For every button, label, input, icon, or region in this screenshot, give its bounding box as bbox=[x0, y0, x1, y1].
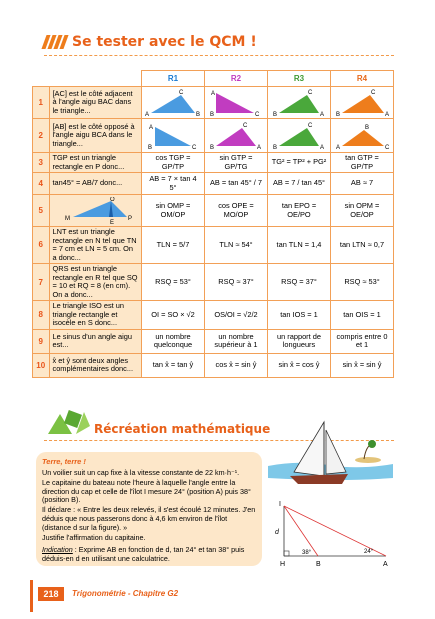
angle-24: 24° bbox=[364, 549, 374, 555]
svg-text:A: A bbox=[256, 144, 261, 150]
table-row bbox=[33, 264, 394, 301]
answer-r2: RSQ ≈ 37° bbox=[204, 264, 267, 301]
answer-r1: cos TGP = GP/TP bbox=[141, 153, 204, 173]
row-number: 3 bbox=[33, 153, 50, 173]
svg-text:B: B bbox=[195, 111, 200, 117]
question-text: QRS est un triangle rectangle en R tel que SQ = 10 et RQ = 8 (en cm). On a donc... bbox=[49, 264, 141, 301]
answer-r4: sin x̂ = sin ŷ bbox=[330, 353, 393, 377]
svg-text:C: C bbox=[370, 89, 376, 96]
footer-bar bbox=[30, 580, 33, 612]
question-text: TGP est un triangle rectangle en P donc... bbox=[49, 153, 141, 173]
answer-r1: RSQ = 53° bbox=[141, 264, 204, 301]
table-row bbox=[33, 173, 394, 195]
answer-r1: AB = 7 × tan 4 5° bbox=[141, 173, 204, 195]
triangle-figure bbox=[145, 89, 201, 117]
col-r1: R1 bbox=[141, 71, 204, 87]
answer-r2: cos OPE = MO/OP bbox=[204, 195, 267, 227]
answer-r4: AB ≈ 7 bbox=[330, 173, 393, 195]
row-number: 4 bbox=[33, 173, 50, 195]
svg-text:C: C bbox=[191, 144, 197, 150]
problem-title: Terre, terre ! bbox=[42, 457, 86, 466]
row-number: 8 bbox=[33, 301, 50, 330]
question-text: x̂ et ŷ sont deux angles complémentaires donc... bbox=[49, 353, 141, 377]
label-i: I bbox=[279, 501, 281, 508]
triangle-figure bbox=[55, 197, 135, 225]
answer-r3: AB = 7 / tan 45° bbox=[267, 173, 330, 195]
answer-r3: tan TLN = 1,4 bbox=[267, 227, 330, 264]
svg-text:A: A bbox=[144, 111, 149, 117]
question-text: Le sinus d'un angle aigu est... bbox=[49, 329, 141, 353]
svg-text:B: B bbox=[272, 111, 277, 117]
answer-r4: RSQ ≈ 53° bbox=[330, 264, 393, 301]
answer-r3: un rapport de longueurs bbox=[267, 329, 330, 353]
answer-r4: tan LTN ≈ 0,7 bbox=[330, 227, 393, 264]
col-r3: R3 bbox=[267, 71, 330, 87]
question-text: tan45° = AB/7 donc... bbox=[49, 173, 141, 195]
stripes-decoration bbox=[44, 35, 66, 49]
svg-text:M: M bbox=[65, 215, 71, 222]
sailboat-illustration bbox=[268, 420, 393, 498]
answer-r1: OI = SO × √2 bbox=[141, 301, 204, 330]
svg-text:A: A bbox=[319, 144, 324, 150]
row-number: 5 bbox=[33, 195, 50, 227]
triangle-figure bbox=[208, 122, 264, 150]
svg-text:C: C bbox=[307, 89, 313, 96]
table-row bbox=[33, 87, 394, 119]
svg-text:C: C bbox=[242, 122, 248, 129]
question-text: [AC] est le côté adjacent à l'angle aigu BAC dans le triangle... bbox=[49, 87, 141, 119]
table-row bbox=[33, 329, 394, 353]
col-r4: R4 bbox=[330, 71, 393, 87]
svg-text:C: C bbox=[254, 111, 260, 117]
answer-r4: compris entre 0 et 1 bbox=[330, 329, 393, 353]
answer-r2: un nombre supérieur à 1 bbox=[204, 329, 267, 353]
svg-text:O: O bbox=[110, 196, 115, 203]
triangle-figure bbox=[334, 122, 390, 150]
answer-r1: tan x̂ = tan ŷ bbox=[141, 353, 204, 377]
answer-r3: tan EPO = OE/PO bbox=[267, 195, 330, 227]
svg-text:C: C bbox=[384, 144, 390, 150]
svg-text:B: B bbox=[209, 111, 214, 117]
table-row bbox=[33, 153, 394, 173]
answer-r3: tan IOS = 1 bbox=[267, 301, 330, 330]
answer-r2: TLN ≈ 54° bbox=[204, 227, 267, 264]
indication-paragraph bbox=[42, 546, 256, 564]
question-text: Le triangle ISO est un triangle rectangle et isocèle en S donc... bbox=[49, 301, 141, 330]
answer-r3: sin x̂ = cos ŷ bbox=[267, 353, 330, 377]
indication-text: : Exprime AB en fonction de d, tan 24° et tan 38° puis déduis-en d en utilisant une calculatrice. bbox=[42, 545, 245, 564]
answer-r4: sin OPM = OE/OP bbox=[330, 195, 393, 227]
svg-text:A: A bbox=[335, 144, 340, 150]
qcm-table bbox=[32, 70, 394, 378]
row-number: 2 bbox=[33, 119, 50, 153]
label-h: H bbox=[280, 561, 286, 568]
label-d: d bbox=[275, 529, 279, 536]
svg-text:A: A bbox=[210, 90, 215, 97]
problem-box bbox=[36, 452, 262, 566]
table-row bbox=[33, 195, 394, 227]
problem-paragraph: Justifie l'affirmation du capitaine. bbox=[42, 532, 146, 542]
svg-text:E: E bbox=[110, 219, 115, 225]
row-number: 6 bbox=[33, 227, 50, 264]
svg-text:A: A bbox=[319, 111, 324, 117]
answer-r2: sin GTP = GP/TG bbox=[204, 153, 267, 173]
triangle-figure bbox=[208, 89, 264, 117]
svg-text:B: B bbox=[209, 144, 214, 150]
col-r2: R2 bbox=[204, 71, 267, 87]
problem-paragraph: Le capitaine du bateau note l'heure à laquelle l'angle entre la direction du cap et celle de l'îlot I mesure 24° (position A) puis 38° (position B). bbox=[42, 477, 251, 505]
row-number: 7 bbox=[33, 264, 50, 301]
svg-text:B: B bbox=[364, 124, 369, 131]
answer-r2: cos x̂ = sin ŷ bbox=[204, 353, 267, 377]
label-b: B bbox=[316, 561, 321, 568]
svg-text:A: A bbox=[148, 124, 153, 131]
footer-chapter: Trigonométrie - Chapitre G2 bbox=[72, 589, 179, 598]
answer-r2: OS/OI = √2/2 bbox=[204, 301, 267, 330]
table-row bbox=[33, 119, 394, 153]
answer-r2: AB = tan 45° / 7 bbox=[204, 173, 267, 195]
svg-text:B: B bbox=[147, 144, 152, 150]
answer-r3: RSQ = 37° bbox=[267, 264, 330, 301]
triangle-figure bbox=[334, 89, 390, 117]
geometric-shapes-decoration bbox=[46, 408, 92, 436]
question-text: [AB] est le côté opposé à l'angle aigu BCA dans le triangle... bbox=[49, 119, 141, 153]
svg-text:C: C bbox=[178, 89, 184, 96]
triangle-figure bbox=[271, 89, 327, 117]
triangle-figure bbox=[145, 122, 201, 150]
problem-paragraph: Un voilier suit un cap fixe à la vitesse constante de 22 km·h⁻¹. bbox=[42, 468, 240, 478]
section-header bbox=[44, 34, 257, 50]
row-number: 9 bbox=[33, 329, 50, 353]
svg-text:P: P bbox=[128, 215, 133, 222]
angle-38: 38° bbox=[302, 550, 312, 556]
answer-r1: sin OMP = OM/OP bbox=[141, 195, 204, 227]
label-a: A bbox=[383, 561, 388, 568]
section-title: Se tester avec le QCM ! bbox=[72, 34, 257, 50]
triangle-diagram bbox=[270, 498, 392, 570]
indication-label: Indication bbox=[42, 545, 73, 555]
question-text: LNT est un triangle rectangle en N tel que TN = 7 cm et LN = 5 cm. On a donc... bbox=[49, 227, 141, 264]
svg-text:A: A bbox=[384, 111, 389, 117]
table-row bbox=[33, 301, 394, 330]
problem-paragraph: Il déclare : « Entre les deux relevés, il s'est écoulé 12 minutes. J'en déduis que nous passerons donc à 4,6 km environ de l'îlot (distance d sur la figure). » bbox=[42, 505, 256, 532]
table-row bbox=[33, 227, 394, 264]
triangle-figure bbox=[271, 122, 327, 150]
divider bbox=[44, 55, 394, 56]
page-number: 218 bbox=[38, 587, 64, 601]
answer-r3: TG² = TP² + PG² bbox=[267, 153, 330, 173]
row-number: 1 bbox=[33, 87, 50, 119]
answer-r4: tan GTP = GP/TP bbox=[330, 153, 393, 173]
svg-text:B: B bbox=[335, 111, 340, 117]
row-number: 10 bbox=[33, 353, 50, 377]
svg-text:C: C bbox=[307, 122, 313, 129]
recreation-title: Récréation mathématique bbox=[94, 422, 271, 436]
answer-r1: TLN = 5/7 bbox=[141, 227, 204, 264]
svg-text:B: B bbox=[272, 144, 277, 150]
table-row bbox=[33, 353, 394, 377]
answer-r4: tan OIS = 1 bbox=[330, 301, 393, 330]
answer-r1: un nombre quelconque bbox=[141, 329, 204, 353]
